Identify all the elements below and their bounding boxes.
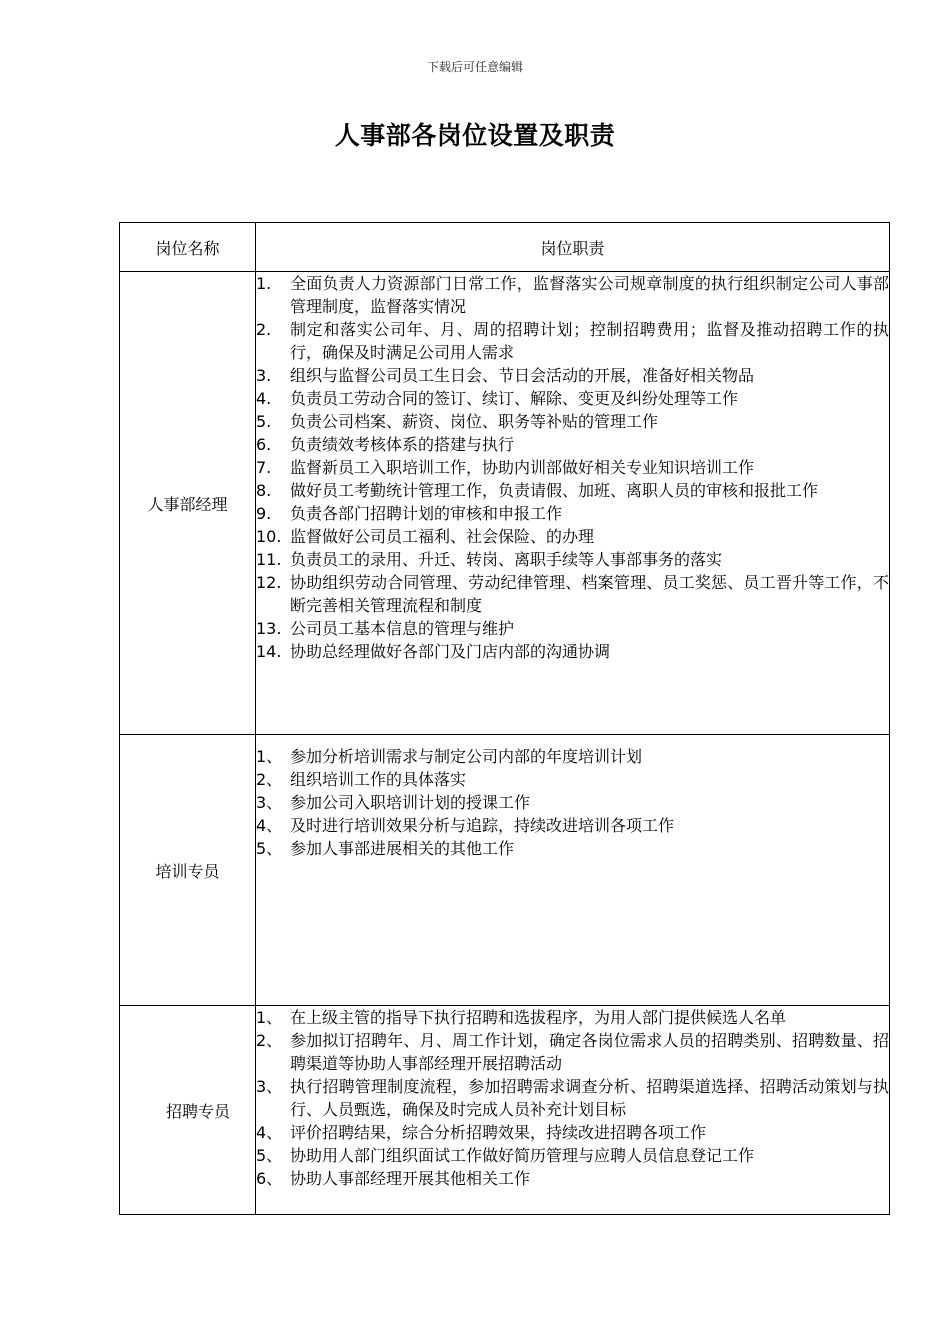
duty-item: [256, 479, 889, 502]
duty-item: [256, 837, 889, 860]
duty-number: 12.: [256, 573, 282, 592]
duty-item: [256, 525, 889, 548]
duty-item: [256, 1029, 889, 1075]
duty-number: 5、: [256, 839, 283, 858]
duty-item: [256, 364, 889, 387]
duty-item: [256, 548, 889, 571]
duty-text: 负责绩效考核体系的搭建与执行: [290, 435, 515, 454]
duty-text: 公司员工基本信息的管理与维护: [290, 619, 515, 638]
duty-text: 参加公司入职培训计划的授课工作: [290, 793, 531, 812]
duty-text: 参加分析培训需求与制定公司内部的年度培训计划: [290, 747, 643, 766]
duty-number: 3、: [256, 1077, 283, 1096]
duty-text: 负责公司档案、薪资、岗位、职务等补贴的管理工作: [290, 412, 659, 431]
duty-text: 组织与监督公司员工生日会、节日会活动的开展，准备好相关物品: [290, 366, 755, 385]
duty-text: 评价招聘结果，综合分析招聘效果，持续改进招聘各项工作: [290, 1123, 707, 1142]
duty-number: 5.: [256, 412, 272, 431]
duty-number: 1、: [256, 747, 283, 766]
duty-item: [256, 1006, 889, 1029]
duty-item: [256, 387, 889, 410]
duty-text: 制定和落实公司年、月、周的招聘计划；控制招聘费用；监督及推动招聘工作的执行，确保及时满足公司用人需求: [290, 320, 889, 362]
duty-text: 协助用人部门组织面试工作做好简历管理与应聘人员信息登记工作: [290, 1146, 755, 1165]
duty-item: [256, 791, 889, 814]
duty-number: 9.: [256, 504, 272, 523]
duty-item: [256, 1075, 889, 1121]
duty-text: 组织培训工作的具体落实: [290, 770, 467, 789]
duty-number: 3、: [256, 793, 283, 812]
duty-item: [256, 768, 889, 791]
duty-item: [256, 640, 889, 663]
duty-item: [256, 1121, 889, 1144]
duty-item: [256, 410, 889, 433]
duty-item: [256, 571, 889, 617]
duty-number: 2.: [256, 320, 272, 339]
duty-number: 3.: [256, 366, 272, 385]
position-name: 招聘专员: [120, 1006, 256, 1215]
position-name: 人事部经理: [120, 272, 256, 735]
duty-number: 10.: [256, 527, 282, 546]
duty-number: 1、: [256, 1008, 283, 1027]
header-position-duties: 岗位职责: [256, 223, 890, 272]
duty-text: 协助总经理做好各部门及门店内部的沟通协调: [290, 642, 611, 661]
duty-item: [256, 814, 889, 837]
duty-text: 监督做好公司员工福利、社会保险、的办理: [290, 527, 595, 546]
table-row: [120, 735, 890, 1006]
duty-item: [256, 272, 889, 318]
duty-item: [256, 617, 889, 640]
header-position-name: 岗位名称: [120, 223, 256, 272]
duty-text: 监督新员工入职培训工作，协助内训部做好相关专业知识培训工作: [290, 458, 755, 477]
page-title: 人事部各岗位设置及职责: [334, 121, 616, 150]
duty-text: 协助人事部经理开展其他相关工作: [290, 1169, 531, 1188]
duty-text: 做好员工考勤统计管理工作，负责请假、加班、离职人员的审核和报批工作: [290, 481, 819, 500]
duty-list: [256, 1006, 890, 1215]
duty-text: 负责员工劳动合同的签订、续订、解除、变更及纠纷处理等工作: [290, 389, 739, 408]
duty-number: 8.: [256, 481, 272, 500]
duty-number: 2、: [256, 1031, 283, 1050]
duty-text: 负责员工的录用、升迁、转岗、离职手续等人事部事务的落实: [290, 550, 723, 569]
duty-text: 全面负责人力资源部门日常工作，监督落实公司规章制度的执行组织制定公司人事部管理制度，监督落实情况: [290, 274, 889, 316]
duty-item: [256, 456, 889, 479]
duty-item: [256, 318, 889, 364]
duty-list: [256, 272, 890, 735]
duty-text: 负责各部门招聘计划的审核和申报工作: [290, 504, 563, 523]
duty-item: [256, 502, 889, 525]
table-header-row: [120, 223, 890, 272]
position-name: 培训专员: [120, 735, 256, 1006]
duty-text: 参加人事部进展相关的其他工作: [290, 839, 515, 858]
duty-text: 及时进行培训效果分析与追踪，持续改进培训各项工作: [290, 816, 675, 835]
duty-number: 1.: [256, 274, 272, 293]
duty-item: [256, 433, 889, 456]
duty-number: 4.: [256, 389, 272, 408]
duty-number: 6、: [256, 1169, 283, 1188]
duty-list: [256, 735, 890, 1006]
duty-number: 4、: [256, 816, 283, 835]
duty-number: 11.: [256, 550, 282, 569]
table-row: [120, 1006, 890, 1215]
duty-text: 参加拟订招聘年、月、周工作计划，确定各岗位需求人员的招聘类别、招聘数量、招聘渠道等协助人事部经理开展招聘活动: [290, 1031, 889, 1073]
duty-number: 5、: [256, 1146, 283, 1165]
duty-text: 执行招聘管理制度流程，参加招聘需求调查分析、招聘渠道选择、招聘活动策划与执行、人员甄选，确保及时完成人员补充计划目标: [290, 1077, 889, 1119]
duty-item: [256, 745, 889, 768]
duty-table: [119, 222, 890, 1215]
duty-number: 2、: [256, 770, 283, 789]
duty-item: [256, 1167, 889, 1190]
duty-number: 7.: [256, 458, 272, 477]
duty-text: 协助组织劳动合同管理、劳动纪律管理、档案管理、员工奖惩、员工晋升等工作，不断完善相关管理流程和制度: [290, 573, 889, 615]
table-row: [120, 272, 890, 735]
duty-text: 在上级主管的指导下执行招聘和选拔程序，为用人部门提供候选人名单: [290, 1008, 787, 1027]
duty-number: 14.: [256, 642, 282, 661]
duty-number: 6.: [256, 435, 272, 454]
duty-item: [256, 1144, 889, 1167]
duty-number: 4、: [256, 1123, 283, 1142]
duty-number: 13.: [256, 619, 282, 638]
header-note: 下载后可任意编辑: [426, 60, 523, 74]
